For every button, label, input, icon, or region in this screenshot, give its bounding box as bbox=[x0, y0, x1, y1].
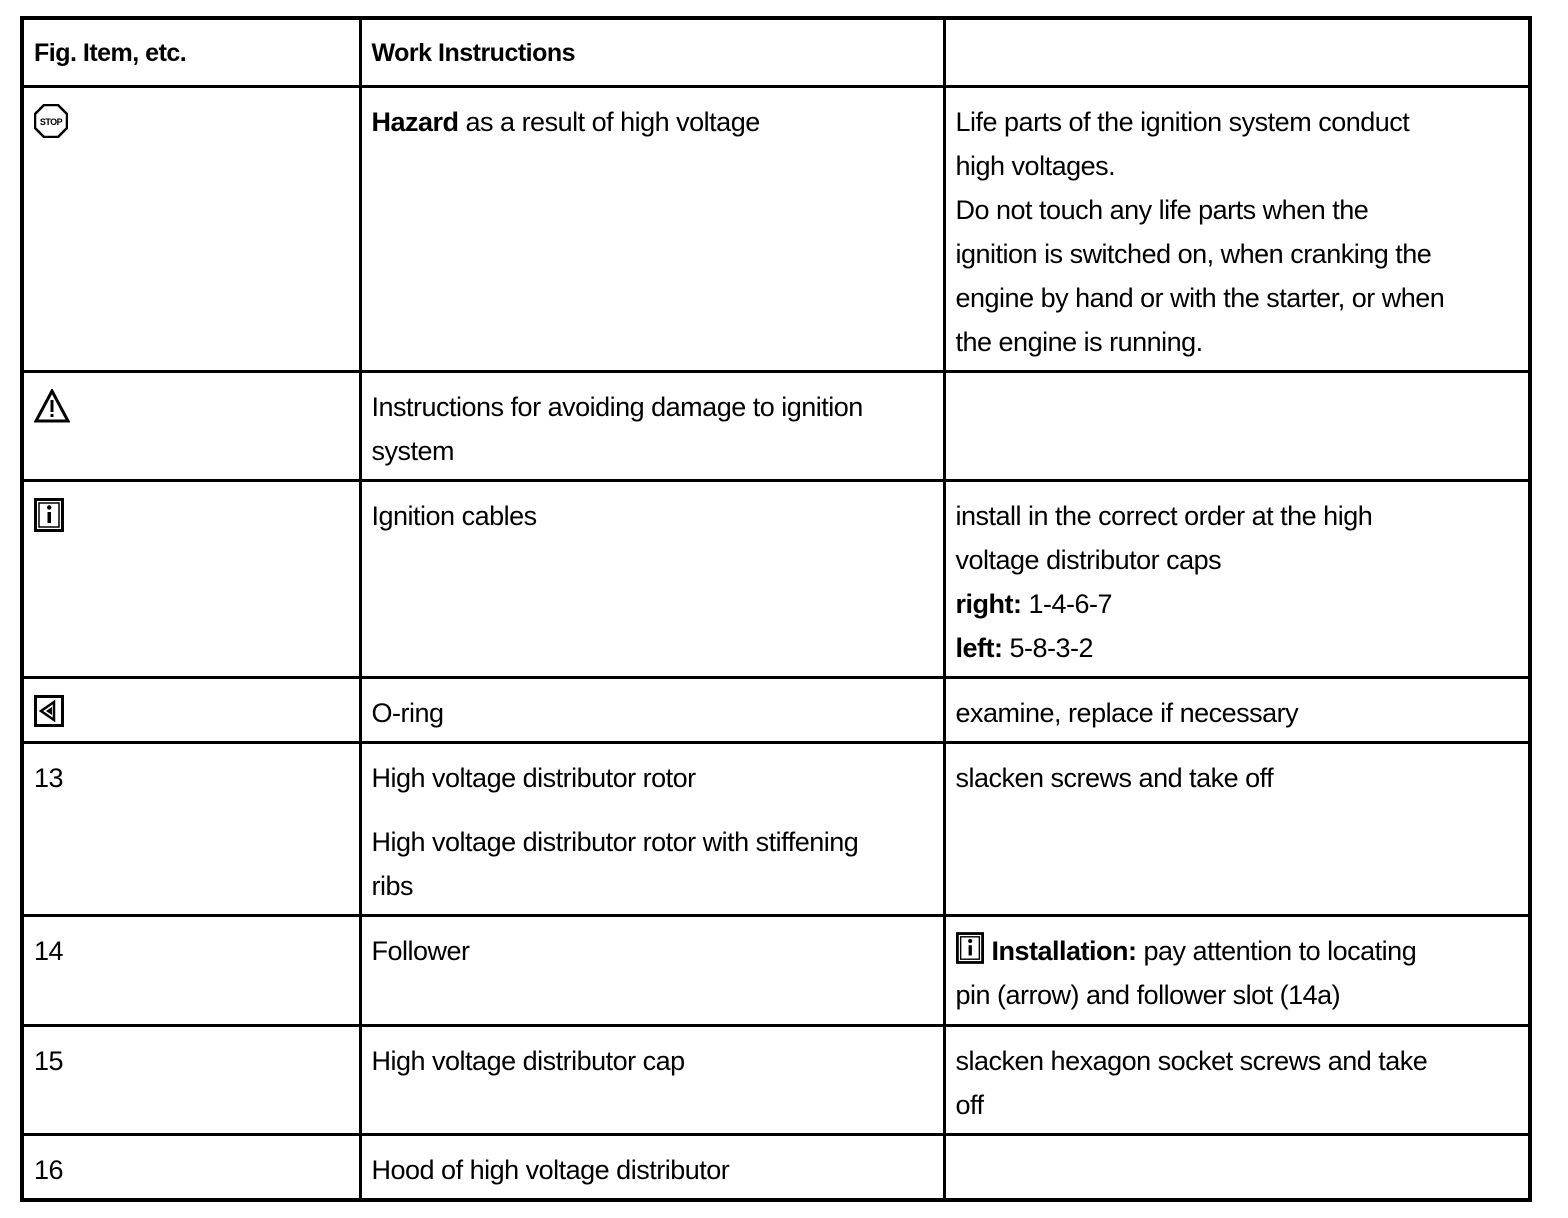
note-cell bbox=[944, 86, 1530, 371]
instruction-line: High voltage distributor rotor with stiffening bbox=[371, 826, 859, 857]
order-label: right: bbox=[955, 588, 1022, 619]
warning-triangle-icon bbox=[34, 389, 70, 423]
note-line: Life parts of the ignition system conduct bbox=[955, 106, 1410, 137]
instruction-line: Hood of high voltage distributor bbox=[371, 1154, 730, 1185]
instruction-cell bbox=[360, 1134, 944, 1200]
note-line: slacken hexagon socket screws and take bbox=[955, 1045, 1428, 1076]
info-icon bbox=[956, 932, 984, 964]
note-line: ignition is switched on, when cranking the bbox=[955, 238, 1432, 269]
note-line bbox=[956, 929, 1521, 973]
instruction-cell bbox=[360, 677, 944, 742]
instruction-line: High voltage distributor cap bbox=[371, 1045, 685, 1076]
instruction-line: High voltage distributor rotor bbox=[371, 762, 696, 793]
info-icon bbox=[34, 498, 64, 532]
note-cell bbox=[944, 480, 1530, 677]
installation-label: Installation: bbox=[991, 935, 1137, 966]
header-notes bbox=[944, 18, 1530, 86]
order-right bbox=[956, 582, 1521, 626]
fig-item-cell bbox=[22, 86, 360, 371]
instruction-line: system bbox=[371, 435, 455, 466]
instruction-line: Follower bbox=[371, 935, 470, 966]
header-work-instructions: Work Instructions bbox=[360, 18, 944, 86]
note-cell bbox=[944, 371, 1530, 480]
table-header-row bbox=[22, 18, 1530, 86]
table-row bbox=[22, 480, 1530, 677]
instruction-line: Ignition cables bbox=[371, 500, 537, 531]
table-row bbox=[22, 915, 1530, 1025]
table-row bbox=[22, 371, 1530, 480]
note-cell bbox=[944, 1134, 1530, 1200]
fig-item-cell: 15 bbox=[22, 1025, 360, 1134]
note-line: pin (arrow) and follower slot (14a) bbox=[955, 979, 1341, 1010]
instruction-cell bbox=[360, 915, 944, 1025]
fig-item-cell bbox=[22, 480, 360, 677]
svg-text:STOP: STOP bbox=[39, 116, 63, 127]
note-cell bbox=[944, 677, 1530, 742]
instruction-cell bbox=[360, 86, 944, 371]
note-cell bbox=[944, 742, 1530, 915]
note-cell bbox=[944, 915, 1530, 1025]
work-instructions-table bbox=[20, 16, 1532, 1202]
table-row bbox=[22, 86, 1530, 371]
table-row bbox=[22, 742, 1530, 915]
order-label: left: bbox=[955, 632, 1003, 663]
order-value: 1-4-6-7 bbox=[1021, 588, 1113, 619]
table-row bbox=[22, 1134, 1530, 1200]
fig-item-cell: 14 bbox=[22, 915, 360, 1025]
note-line: high voltages. bbox=[955, 150, 1116, 181]
instruction-cell bbox=[360, 1025, 944, 1134]
note-line: engine by hand or with the starter, or when bbox=[955, 282, 1445, 313]
fig-item-cell bbox=[22, 371, 360, 480]
instruction-line: Instructions for avoiding damage to ignition bbox=[371, 391, 863, 422]
table-row bbox=[22, 1025, 1530, 1134]
instruction-cell bbox=[360, 480, 944, 677]
installation-text: pay attention to locating bbox=[1136, 935, 1417, 966]
order-value: 5-8-3-2 bbox=[1002, 632, 1094, 663]
stop-icon bbox=[34, 104, 68, 138]
hazard-text: as a result of high voltage bbox=[458, 106, 760, 137]
note-line: voltage distributor caps bbox=[955, 544, 1222, 575]
fig-item-cell: 16 bbox=[22, 1134, 360, 1200]
note-line: off bbox=[955, 1089, 984, 1120]
instruction-cell bbox=[360, 371, 944, 480]
hazard-label: Hazard bbox=[371, 106, 459, 137]
note-line: Do not touch any life parts when the bbox=[955, 194, 1369, 225]
fig-item-cell: 13 bbox=[22, 742, 360, 915]
instruction-line: O-ring bbox=[371, 697, 444, 728]
note-line: slacken screws and take off bbox=[955, 762, 1274, 793]
order-left bbox=[956, 626, 1521, 670]
note-cell bbox=[944, 1025, 1530, 1134]
note-line: the engine is running. bbox=[955, 326, 1203, 357]
fig-item-cell bbox=[22, 677, 360, 742]
seal-replace-icon bbox=[34, 695, 64, 727]
table-row bbox=[22, 677, 1530, 742]
instruction-cell bbox=[360, 742, 944, 915]
note-line: install in the correct order at the high bbox=[955, 500, 1373, 531]
instruction-line: ribs bbox=[371, 870, 414, 901]
header-fig-item: Fig. Item, etc. bbox=[22, 18, 360, 86]
note-line: examine, replace if necessary bbox=[955, 697, 1299, 728]
